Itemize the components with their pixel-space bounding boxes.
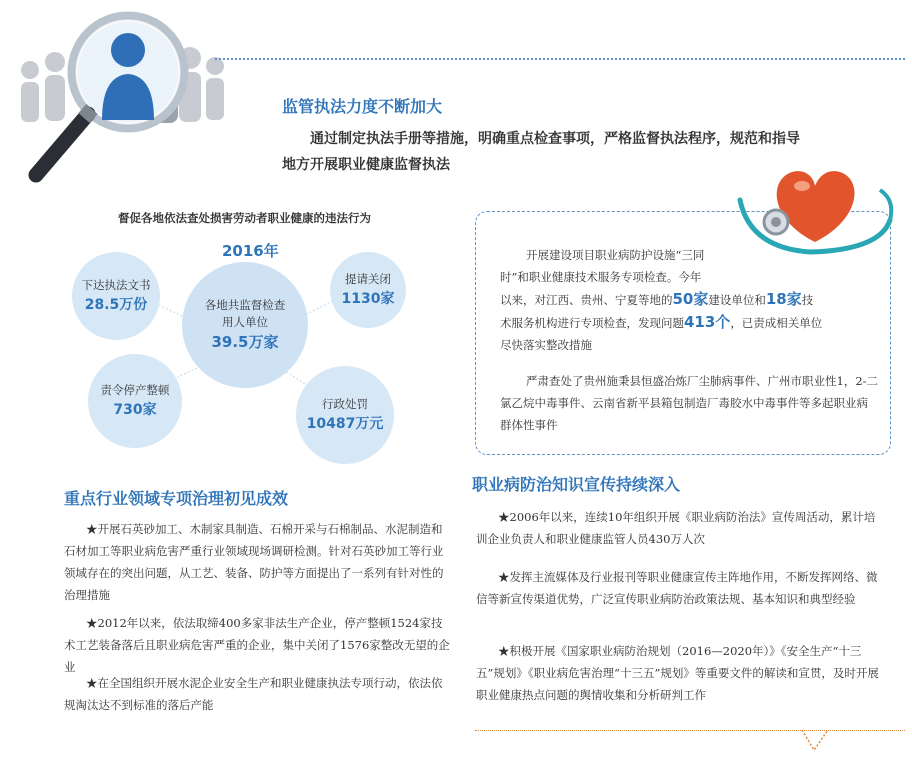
bubble-suspended-production-label: 责令停产整顿	[100, 382, 170, 397]
bubble-inspected-employers-value: 39.5万家	[211, 333, 279, 351]
inspection-p1-line5: 尽快落实整改措施	[500, 338, 592, 352]
bubble-closures	[330, 252, 406, 328]
inspection-p1-line4-post: ，已责成相关单位	[730, 316, 823, 330]
inspection-count-problems: 413个	[684, 313, 731, 331]
bottom-dotted-divider	[475, 730, 905, 731]
bubble-chart-heading: 督促各地依法查处损害劳动者职业健康的违法行为	[118, 211, 371, 225]
speech-tail-icon	[800, 728, 830, 754]
bubble-closures-label: 提请关闭	[345, 271, 391, 286]
inspection-p1-line3-pre: 以来，对江西、贵州、宁夏等地的	[500, 293, 673, 307]
inspection-count-construction: 50家	[672, 290, 709, 308]
bubble-inspected-employers-label-1: 各地共监督检查	[204, 298, 286, 312]
top-section-heading: 监管执法力度不断加大	[282, 97, 443, 116]
inspection-paragraph-1	[500, 244, 880, 356]
right-bullet-2: ★发挥主流媒体及行业报刊等职业健康宣传主阵地作用，不断发挥网络、微信等新宣传渠道优势，广泛宣传职业病防治政策法规、基本知识和典型经验	[476, 570, 878, 606]
bubble-suspended-production	[88, 354, 182, 448]
bubble-closures-value: 1130家	[341, 290, 395, 307]
left-section-heading: 重点行业领域专项治理初见成效	[64, 489, 289, 508]
top-section-body: 通过制定执法手册等措施，明确重点检查事项，严格监督执法程序，规范和指导地方开展职业健康监督执法	[282, 131, 800, 173]
bubble-inspected-employers-label-2: 用人单位	[222, 315, 268, 329]
bubble-suspended-production-value: 730家	[113, 401, 157, 418]
inspection-p1-line3-post: 技	[801, 293, 814, 307]
bubble-chart-year: 2016年	[222, 242, 279, 260]
left-bullet-2: ★2012年以来，依法取缔400多家非法生产企业，停产整顿1524家技术工艺装备落后且职业病危害严重的企业，集中关闭了1576家整改无望的企业	[64, 616, 450, 674]
inspection-p1-line3	[500, 288, 880, 311]
right-section-heading: 职业病防治知识宣传持续深入	[472, 475, 681, 494]
inspection-paragraph-2: 严肃查处了贵州施秉县恒盛冶炼厂尘肺病事件、广州市职业性1，2-二氯乙烷中毒事件、云南省新平县箱包制造厂毒胶水中毒事件等多起职业病群体性事件	[500, 374, 879, 432]
bubble-enforcement-documents-value: 28.5万份	[84, 296, 148, 313]
bubble-enforcement-documents	[72, 252, 160, 340]
inspection-count-service: 18家	[765, 290, 802, 308]
bubble-administrative-penalties	[296, 366, 394, 464]
inspection-p1-line1: 开展建设项目职业病防护设施“三同	[526, 248, 705, 262]
bubble-administrative-penalties-label: 行政处罚	[322, 396, 368, 411]
magnifier-people-icon	[0, 0, 240, 195]
right-bullet-3: ★积极开展《国家职业病防治规划（2016—2020年）》《安全生产“十三五”规划》《职业病危害治理“十三五”规划》等重要文件的解读和宣贯，及时开展职业健康热点问题的舆情收集和分析研判工作	[476, 644, 879, 702]
inspection-p1-line4-pre: 术服务机构进行专项检查，发现问题	[500, 316, 684, 330]
bubble-enforcement-documents-label: 下达执法文书	[81, 277, 151, 292]
bubble-administrative-penalties-value: 10487万元	[306, 415, 384, 432]
top-dotted-divider	[215, 58, 905, 60]
right-bullet-1: ★2006年以来，连续10年组织开展《职业病防治法》宣传周活动，累计培训企业负责人和职业健康监管人员430万人次	[476, 510, 876, 546]
inspection-p1-line2: 时”和职业健康技术服务专项检查。今年	[500, 270, 702, 284]
left-bullet-3: ★在全国组织开展水泥企业安全生产和职业健康执法专项行动，依法依规淘汰达不到标准的落后产能	[64, 676, 443, 712]
inspection-p1-line3-mid: 建设单位和	[708, 293, 766, 307]
inspection-p1-line4	[500, 311, 880, 334]
bubble-inspected-employers	[182, 262, 308, 388]
left-bullet-1: ★开展石英砂加工、木制家具制造、石棉开采与石棉制品、水泥制造和石材加工等职业病危害严重行业领域现场调研检测。针对石英砂加工等行业领域存在的突出问题，从工艺、装备、防护等方面提出了一系列有针对性的治理措施	[64, 522, 444, 602]
